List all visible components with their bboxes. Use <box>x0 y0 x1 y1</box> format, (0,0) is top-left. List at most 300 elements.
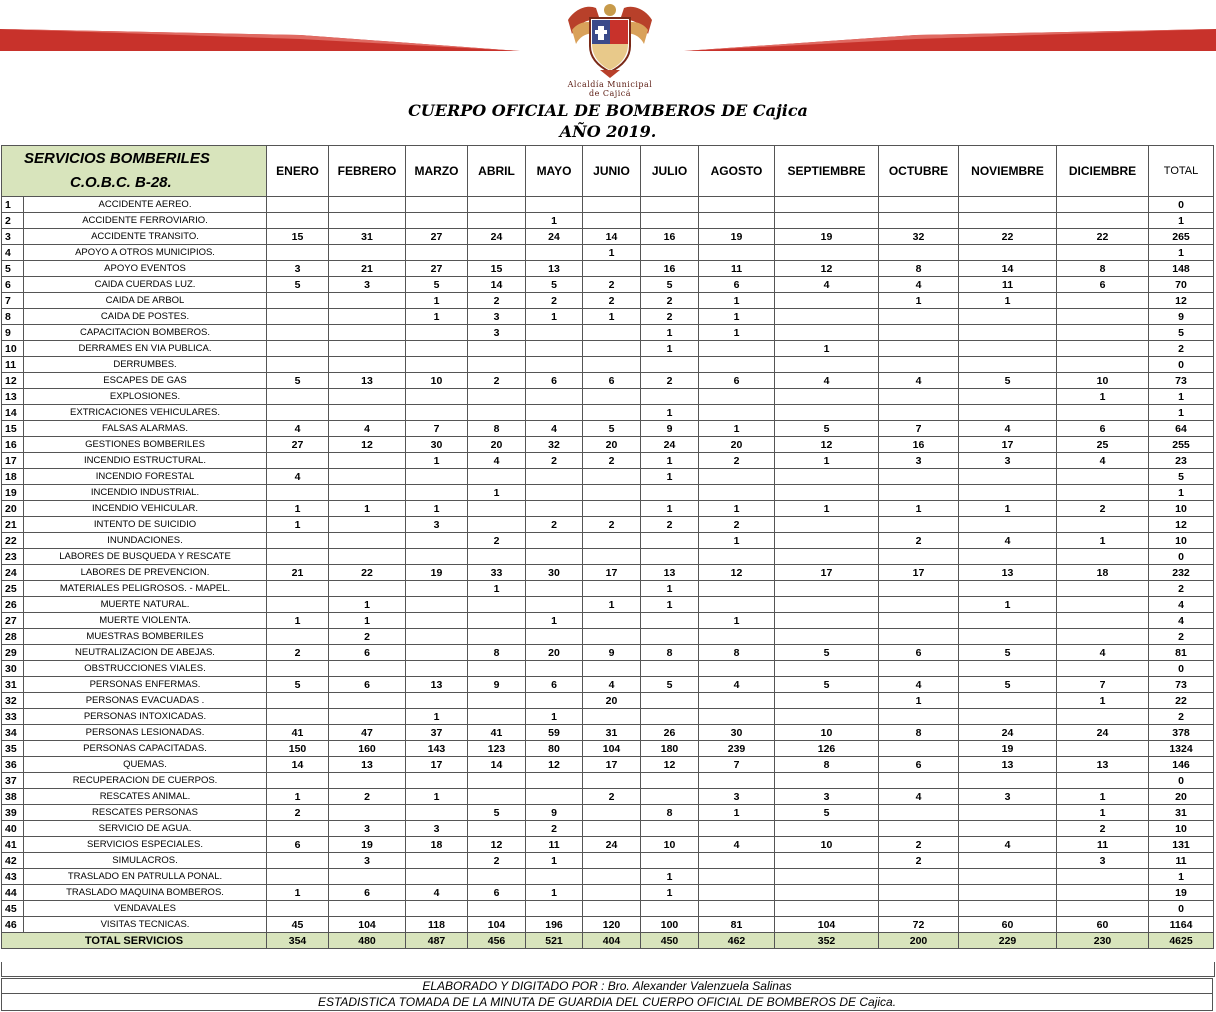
month-value-cell <box>329 661 406 677</box>
month-value-cell <box>879 629 959 645</box>
month-value-cell <box>526 693 583 709</box>
row-number: 20 <box>2 501 24 517</box>
month-value-cell: 17 <box>583 565 641 581</box>
row-total-cell: 1 <box>1149 405 1214 421</box>
month-value-cell <box>699 661 775 677</box>
month-value-cell <box>775 853 879 869</box>
month-value-cell <box>641 709 699 725</box>
row-number: 44 <box>2 885 24 901</box>
month-value-cell <box>641 533 699 549</box>
row-total-cell: 232 <box>1149 565 1214 581</box>
service-name: RESCATES PERSONAS <box>24 805 267 821</box>
month-value-cell <box>959 613 1057 629</box>
month-value-cell: 4 <box>267 469 329 485</box>
month-value-cell: 1 <box>526 213 583 229</box>
month-value-cell <box>959 805 1057 821</box>
month-value-cell <box>329 773 406 789</box>
row-total-cell: 131 <box>1149 837 1214 853</box>
month-value-cell <box>329 693 406 709</box>
month-value-cell: 239 <box>699 741 775 757</box>
month-value-cell <box>468 789 526 805</box>
month-value-cell: 14 <box>959 261 1057 277</box>
month-value-cell <box>641 789 699 805</box>
month-value-cell <box>959 357 1057 373</box>
month-value-cell: 18 <box>1057 565 1149 581</box>
service-name: PERSONAS EVACUADAS . <box>24 693 267 709</box>
month-value-cell: 30 <box>699 725 775 741</box>
service-name: DERRUMBES. <box>24 357 267 373</box>
month-value-cell: 2 <box>526 293 583 309</box>
month-value-cell: 8 <box>1057 261 1149 277</box>
row-total-cell: 0 <box>1149 357 1214 373</box>
month-total-cell: 480 <box>329 933 406 949</box>
month-value-cell: 2 <box>583 293 641 309</box>
month-value-cell <box>1057 549 1149 565</box>
month-value-cell <box>267 325 329 341</box>
table-row <box>2 789 1214 805</box>
table-row <box>2 373 1214 389</box>
month-value-cell <box>526 341 583 357</box>
month-value-cell: 1 <box>406 293 468 309</box>
month-value-cell: 1 <box>699 805 775 821</box>
month-value-cell: 9 <box>641 421 699 437</box>
month-value-cell: 6 <box>699 373 775 389</box>
month-value-cell: 26 <box>641 725 699 741</box>
month-value-cell <box>641 853 699 869</box>
month-value-cell <box>699 853 775 869</box>
month-value-cell: 2 <box>1057 501 1149 517</box>
month-value-cell <box>959 773 1057 789</box>
month-value-cell: 21 <box>267 565 329 581</box>
month-value-cell <box>526 501 583 517</box>
month-value-cell <box>1057 213 1149 229</box>
row-total-cell: 9 <box>1149 309 1214 325</box>
month-value-cell <box>526 357 583 373</box>
month-value-cell: 4 <box>267 421 329 437</box>
month-value-cell <box>406 341 468 357</box>
month-value-cell <box>1057 245 1149 261</box>
row-number: 14 <box>2 405 24 421</box>
month-value-cell: 19 <box>329 837 406 853</box>
month-value-cell <box>1057 741 1149 757</box>
month-value-cell <box>699 245 775 261</box>
month-value-cell: 9 <box>583 645 641 661</box>
month-value-cell <box>526 533 583 549</box>
month-value-cell <box>329 341 406 357</box>
month-value-cell: 4 <box>959 837 1057 853</box>
month-value-cell <box>879 549 959 565</box>
month-value-cell <box>879 485 959 501</box>
month-value-cell <box>583 501 641 517</box>
month-value-cell <box>959 885 1057 901</box>
month-value-cell: 2 <box>329 789 406 805</box>
month-value-cell: 2 <box>526 453 583 469</box>
month-value-cell: 123 <box>468 741 526 757</box>
month-value-cell <box>583 389 641 405</box>
table-row <box>2 485 1214 501</box>
table-row <box>2 565 1214 581</box>
month-value-cell: 47 <box>329 725 406 741</box>
month-value-cell: 4 <box>583 677 641 693</box>
month-value-cell <box>468 613 526 629</box>
month-value-cell <box>468 597 526 613</box>
service-name: VENDAVALES <box>24 901 267 917</box>
month-value-cell: 6 <box>329 645 406 661</box>
table-corner <box>2 146 267 197</box>
service-name: PERSONAS CAPACITADAS. <box>24 741 267 757</box>
row-total-cell: 0 <box>1149 773 1214 789</box>
row-total-cell: 265 <box>1149 229 1214 245</box>
month-value-cell: 37 <box>406 725 468 741</box>
row-total-cell: 70 <box>1149 277 1214 293</box>
month-value-cell: 3 <box>959 453 1057 469</box>
month-value-cell <box>959 709 1057 725</box>
month-value-cell <box>583 853 641 869</box>
row-number: 11 <box>2 357 24 373</box>
month-value-cell: 1 <box>1057 805 1149 821</box>
service-name: MUERTE VIOLENTA. <box>24 613 267 629</box>
month-value-cell: 4 <box>1057 453 1149 469</box>
month-value-cell: 22 <box>1057 229 1149 245</box>
month-value-cell <box>641 213 699 229</box>
row-total-cell: 73 <box>1149 677 1214 693</box>
row-total-cell: 0 <box>1149 901 1214 917</box>
month-value-cell <box>959 661 1057 677</box>
month-value-cell: 1 <box>641 453 699 469</box>
month-value-cell <box>879 869 959 885</box>
service-name: APOYO EVENTOS <box>24 261 267 277</box>
month-value-cell: 1 <box>641 501 699 517</box>
month-value-cell <box>526 325 583 341</box>
row-number: 8 <box>2 309 24 325</box>
month-value-cell <box>583 869 641 885</box>
month-value-cell: 2 <box>1057 821 1149 837</box>
row-number: 18 <box>2 469 24 485</box>
table-row <box>2 629 1214 645</box>
month-header: MAYO <box>526 146 583 197</box>
month-value-cell: 17 <box>775 565 879 581</box>
month-value-cell: 118 <box>406 917 468 933</box>
month-value-cell: 1 <box>329 501 406 517</box>
month-value-cell: 1 <box>775 453 879 469</box>
month-value-cell: 1 <box>775 501 879 517</box>
month-value-cell: 5 <box>959 373 1057 389</box>
month-value-cell <box>526 789 583 805</box>
row-total-cell: 81 <box>1149 645 1214 661</box>
month-value-cell: 1 <box>468 485 526 501</box>
row-number: 31 <box>2 677 24 693</box>
month-value-cell: 1 <box>526 885 583 901</box>
month-value-cell <box>406 581 468 597</box>
month-value-cell <box>468 469 526 485</box>
table-row <box>2 917 1214 933</box>
month-value-cell: 4 <box>468 453 526 469</box>
row-number: 23 <box>2 549 24 565</box>
row-total-cell: 12 <box>1149 293 1214 309</box>
service-name: TRASLADO MAQUINA BOMBEROS. <box>24 885 267 901</box>
month-value-cell <box>406 405 468 421</box>
table-row <box>2 693 1214 709</box>
month-value-cell <box>699 597 775 613</box>
month-value-cell: 8 <box>775 757 879 773</box>
month-total-cell: 200 <box>879 933 959 949</box>
month-value-cell <box>879 709 959 725</box>
month-value-cell <box>406 245 468 261</box>
month-value-cell <box>329 517 406 533</box>
month-header: ENERO <box>267 146 329 197</box>
month-value-cell <box>468 773 526 789</box>
row-total-cell: 73 <box>1149 373 1214 389</box>
service-name: CAIDA CUERDAS LUZ. <box>24 277 267 293</box>
month-value-cell <box>267 549 329 565</box>
row-total-cell: 4 <box>1149 613 1214 629</box>
month-value-cell <box>526 869 583 885</box>
month-value-cell <box>267 293 329 309</box>
month-value-cell <box>468 549 526 565</box>
month-value-cell <box>583 661 641 677</box>
month-value-cell: 2 <box>641 293 699 309</box>
month-value-cell <box>699 341 775 357</box>
month-value-cell: 27 <box>267 437 329 453</box>
month-value-cell: 17 <box>959 437 1057 453</box>
month-value-cell <box>468 245 526 261</box>
month-value-cell: 7 <box>879 421 959 437</box>
month-value-cell: 1 <box>406 309 468 325</box>
month-value-cell: 2 <box>468 373 526 389</box>
month-value-cell <box>583 261 641 277</box>
month-value-cell: 2 <box>583 789 641 805</box>
month-value-cell <box>1057 661 1149 677</box>
month-value-cell: 1 <box>526 613 583 629</box>
month-value-cell: 5 <box>267 277 329 293</box>
month-value-cell: 10 <box>406 373 468 389</box>
month-total-cell: 352 <box>775 933 879 949</box>
month-value-cell <box>468 197 526 213</box>
month-value-cell <box>267 453 329 469</box>
month-value-cell: 1 <box>641 869 699 885</box>
month-value-cell <box>406 549 468 565</box>
month-value-cell: 180 <box>641 741 699 757</box>
month-value-cell <box>699 885 775 901</box>
month-value-cell <box>879 661 959 677</box>
month-value-cell <box>959 517 1057 533</box>
month-value-cell: 8 <box>879 261 959 277</box>
month-value-cell: 20 <box>583 693 641 709</box>
month-value-cell: 19 <box>699 229 775 245</box>
month-value-cell <box>1057 405 1149 421</box>
month-value-cell <box>406 533 468 549</box>
month-value-cell <box>526 389 583 405</box>
table-row <box>2 661 1214 677</box>
month-value-cell: 60 <box>959 917 1057 933</box>
month-value-cell <box>879 245 959 261</box>
month-value-cell: 15 <box>468 261 526 277</box>
grand-total-cell: 4625 <box>1149 933 1214 949</box>
alcaldia-line2: de Cajicá <box>588 89 632 98</box>
month-value-cell: 30 <box>406 437 468 453</box>
month-value-cell <box>879 885 959 901</box>
month-value-cell: 5 <box>641 677 699 693</box>
month-value-cell: 6 <box>329 885 406 901</box>
service-name: INCENDIO VEHICULAR. <box>24 501 267 517</box>
month-value-cell <box>699 709 775 725</box>
service-name: INCENDIO INDUSTRIAL. <box>24 485 267 501</box>
month-value-cell: 5 <box>775 421 879 437</box>
row-number: 13 <box>2 389 24 405</box>
month-value-cell: 104 <box>775 917 879 933</box>
month-value-cell <box>699 869 775 885</box>
month-value-cell <box>329 709 406 725</box>
month-value-cell: 33 <box>468 565 526 581</box>
month-value-cell: 2 <box>879 533 959 549</box>
month-value-cell <box>267 821 329 837</box>
service-name: RECUPERACION DE CUERPOS. <box>24 773 267 789</box>
month-value-cell: 1 <box>641 341 699 357</box>
month-value-cell <box>1057 357 1149 373</box>
month-value-cell <box>583 901 641 917</box>
month-value-cell <box>526 197 583 213</box>
month-value-cell: 13 <box>641 565 699 581</box>
row-total-cell: 10 <box>1149 501 1214 517</box>
month-value-cell <box>468 693 526 709</box>
month-value-cell <box>468 661 526 677</box>
month-value-cell: 20 <box>583 437 641 453</box>
table-row <box>2 437 1214 453</box>
month-value-cell <box>406 325 468 341</box>
month-total-cell: 404 <box>583 933 641 949</box>
row-number: 15 <box>2 421 24 437</box>
month-value-cell <box>775 901 879 917</box>
month-value-cell: 1 <box>775 341 879 357</box>
month-value-cell: 1 <box>641 885 699 901</box>
month-value-cell: 6 <box>879 757 959 773</box>
service-name: MUESTRAS BOMBERILES <box>24 629 267 645</box>
row-total-cell: 148 <box>1149 261 1214 277</box>
row-number: 5 <box>2 261 24 277</box>
row-number: 16 <box>2 437 24 453</box>
month-value-cell: 24 <box>959 725 1057 741</box>
month-value-cell: 3 <box>329 821 406 837</box>
month-value-cell: 10 <box>775 837 879 853</box>
row-number: 40 <box>2 821 24 837</box>
month-value-cell: 13 <box>329 373 406 389</box>
month-value-cell <box>406 597 468 613</box>
row-number: 2 <box>2 213 24 229</box>
month-value-cell: 17 <box>583 757 641 773</box>
month-value-cell: 1 <box>641 469 699 485</box>
row-number: 29 <box>2 645 24 661</box>
page-title: CUERPO OFICIAL DE BOMBEROS DE Cajica <box>408 101 808 120</box>
month-value-cell <box>879 325 959 341</box>
table-row <box>2 309 1214 325</box>
service-name: ACCIDENTE FERROVIARIO. <box>24 213 267 229</box>
month-value-cell <box>775 293 879 309</box>
row-total-cell: 255 <box>1149 437 1214 453</box>
month-value-cell <box>267 581 329 597</box>
month-value-cell <box>641 629 699 645</box>
month-value-cell <box>583 773 641 789</box>
month-value-cell <box>329 469 406 485</box>
month-value-cell: 3 <box>329 277 406 293</box>
month-value-cell <box>583 709 641 725</box>
table-row <box>2 709 1214 725</box>
row-number: 33 <box>2 709 24 725</box>
month-value-cell: 20 <box>699 437 775 453</box>
month-value-cell <box>267 341 329 357</box>
month-value-cell: 1 <box>641 581 699 597</box>
month-value-cell: 5 <box>526 277 583 293</box>
month-value-cell <box>879 341 959 357</box>
month-value-cell <box>329 197 406 213</box>
month-header: JUNIO <box>583 146 641 197</box>
month-value-cell <box>959 245 1057 261</box>
month-value-cell: 13 <box>526 261 583 277</box>
month-value-cell: 4 <box>879 277 959 293</box>
table-row <box>2 853 1214 869</box>
month-value-cell: 9 <box>526 805 583 821</box>
row-total-cell: 4 <box>1149 597 1214 613</box>
month-value-cell: 13 <box>959 757 1057 773</box>
month-value-cell: 2 <box>267 645 329 661</box>
month-value-cell <box>1057 469 1149 485</box>
month-value-cell <box>775 213 879 229</box>
month-value-cell <box>267 773 329 789</box>
month-header: AGOSTO <box>699 146 775 197</box>
month-value-cell <box>329 405 406 421</box>
month-value-cell: 2 <box>879 837 959 853</box>
service-name: APOYO A OTROS MUNICIPIOS. <box>24 245 267 261</box>
row-number: 37 <box>2 773 24 789</box>
month-value-cell: 7 <box>1057 677 1149 693</box>
month-value-cell: 2 <box>699 453 775 469</box>
table-row <box>2 245 1214 261</box>
month-value-cell: 6 <box>583 373 641 389</box>
month-value-cell: 6 <box>1057 421 1149 437</box>
month-value-cell: 45 <box>267 917 329 933</box>
totals-row <box>2 933 1214 949</box>
row-total-cell: 2 <box>1149 581 1214 597</box>
month-value-cell: 1 <box>641 325 699 341</box>
month-value-cell: 1 <box>267 789 329 805</box>
month-value-cell: 3 <box>699 789 775 805</box>
month-value-cell: 6 <box>526 677 583 693</box>
row-total-cell: 5 <box>1149 469 1214 485</box>
month-value-cell <box>879 613 959 629</box>
data-source-note: ESTADISTICA TOMADA DE LA MINUTA DE GUARDIA DEL CUERPO OFICIAL DE BOMBEROS DE Cajica. <box>1 993 1213 1011</box>
month-value-cell: 14 <box>468 757 526 773</box>
table-row <box>2 325 1214 341</box>
month-value-cell: 12 <box>468 837 526 853</box>
month-value-cell <box>329 309 406 325</box>
row-total-cell: 1324 <box>1149 741 1214 757</box>
month-value-cell <box>879 773 959 789</box>
row-number: 3 <box>2 229 24 245</box>
month-value-cell: 4 <box>329 421 406 437</box>
month-value-cell <box>329 213 406 229</box>
month-value-cell: 12 <box>775 437 879 453</box>
month-value-cell <box>1057 581 1149 597</box>
row-total-cell: 22 <box>1149 693 1214 709</box>
month-value-cell <box>267 405 329 421</box>
month-value-cell: 13 <box>329 757 406 773</box>
month-value-cell: 2 <box>329 629 406 645</box>
row-number: 7 <box>2 293 24 309</box>
row-number: 30 <box>2 661 24 677</box>
service-name: MATERIALES PELIGROSOS. - MAPEL. <box>24 581 267 597</box>
month-value-cell <box>468 405 526 421</box>
month-value-cell <box>775 309 879 325</box>
table-row <box>2 277 1214 293</box>
